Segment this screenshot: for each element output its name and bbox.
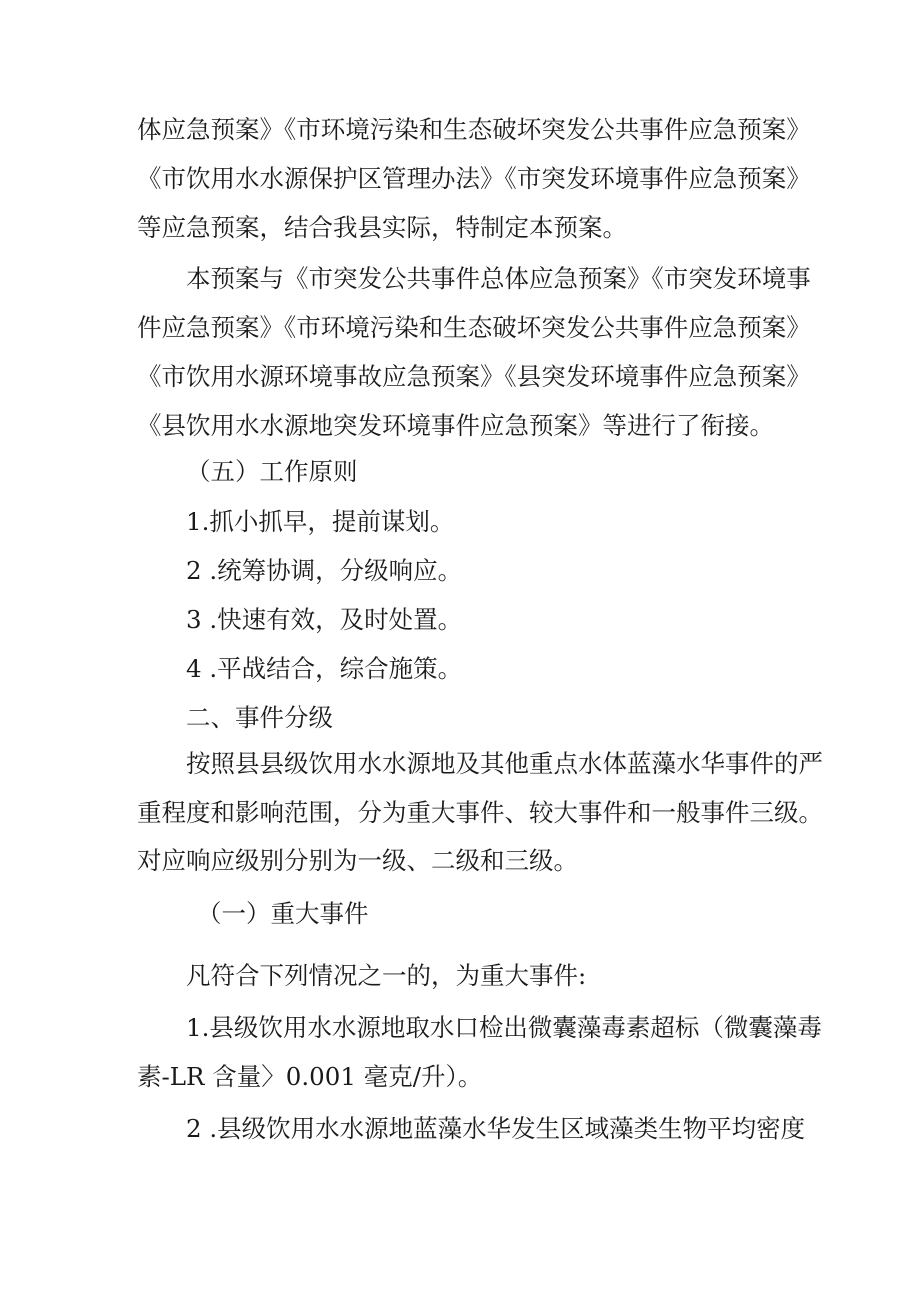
body-text-line: 件应急预案》《市环境污染和生态破坏突发公共事件应急预案》 [137,313,811,342]
list-item: 1.抓小抓早，提前谋划。 [186,507,455,536]
body-text-line: 《市饮用水水源保护区管理办法》《市突发环境事件应急预案》 [137,164,811,193]
paragraph-first-line: 本预案与《市突发公共事件总体应急预案》《市突发环境事 [186,264,811,293]
section-heading: （一）重大事件 [197,899,369,928]
paragraph-first-line: 按照县县级饮用水水源地及其他重点水体蓝藻水华事件的严 [186,749,823,778]
body-text-line: 重程度和影响范围，分为重大事件、较大事件和一般事件三级。 [137,798,823,827]
list-item: 1.县级饮用水水源地取水口检出微囊藻毒素超标（微囊藻毒 [186,1013,822,1042]
section-heading: （五）工作原则 [186,457,358,486]
body-text-line: 体应急预案》《市环境污染和生态破坏突发公共事件应急预案》 [137,115,811,144]
list-item: 3 .快速有效，及时处置。 [186,605,463,634]
body-text-line: 《县饮用水水源地突发环境事件应急预案》等进行了衔接。 [137,411,774,440]
body-text-line: 《市饮用水源环境事故应急预案》《县突发环境事件应急预案》 [137,362,811,391]
list-item: 2 .统筹协调，分级响应。 [186,556,463,585]
body-text-line: 凡符合下列情况之一的，为重大事件: [186,961,587,990]
list-item: 4 .平战结合，综合施策。 [186,654,463,683]
body-text-line: 对应响应级别分别为一级、二级和三级。 [137,846,578,875]
chapter-heading: 二、事件分级 [186,703,333,732]
body-text-line: 素-LR 含量〉0.001 毫克/升）。 [137,1062,483,1091]
list-item: 2 .县级饮用水水源地蓝藻水华发生区域藻类生物平均密度 [186,1114,806,1143]
body-text-line: 等应急预案，结合我县实际，特制定本预案。 [137,213,627,242]
